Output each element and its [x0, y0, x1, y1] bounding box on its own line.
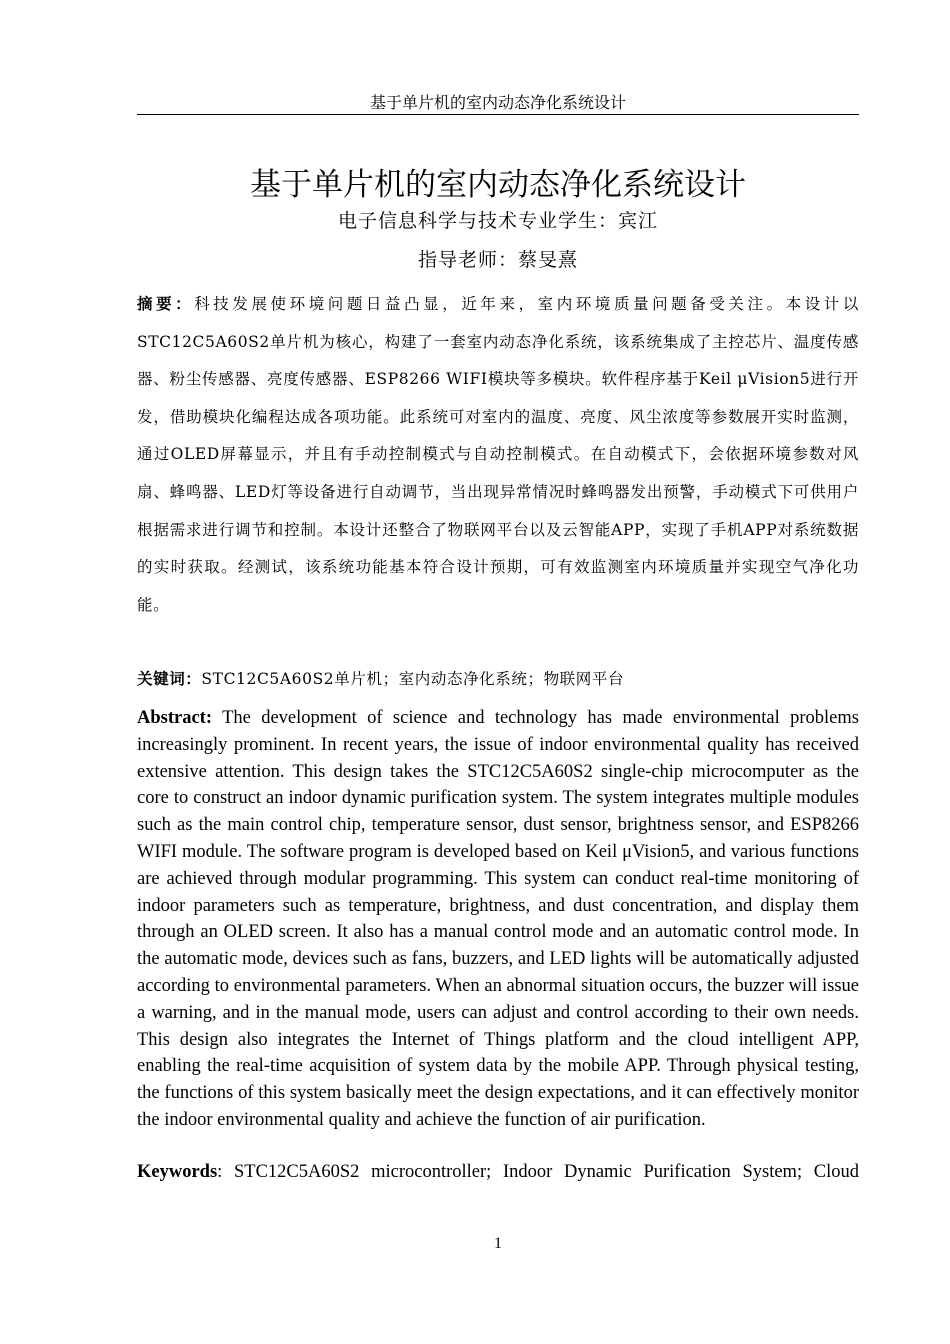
- abstract-english-label: Abstract:: [137, 708, 213, 728]
- running-header: 基于单片机的室内动态净化系统设计: [369, 93, 626, 112]
- keywords-chinese-label: 关键词：: [137, 669, 202, 688]
- abstract-chinese: [137, 285, 859, 624]
- keywords-chinese: [137, 666, 859, 692]
- abstract-english-text: The development of science and technology has made environmental problems increasingly prominent. In recent years, the issue of indoor environmental quality has received extensive attention. This design takes the STC12C5A60S2 single-chip microcomputer as the core to construct an indoor dynamic purification system. The system integrates multiple modules such as the main control chip, temperature sensor, dust sensor, brightness sensor, and ESP8266 WIFI module. The software program is developed based on Keil μVision5, and various functions are achieved through modular programming. This system can conduct real-time monitoring of indoor parameters such as temperature, brightness, and dust concentration, and display them through an OLED screen. It also has a manual control mode and an automatic control mode. In the automatic mode, devices such as fans, buzzers, and LED lights will be automatically adjusted according to environmental parameters. When an abnormal situation occurs, the buzzer will issue a warning, and in the manual mode, users can adjust and control according to their own needs. This design also integrates the Internet of Things platform and the cloud intelligent APP, enabling the real-time acquisition of system data by the mobile APP. Through physical testing, the functions of this system basically meet the design expectations, and it can effectively monitor the indoor environmental quality and achieve the function of air purification.: [137, 708, 859, 1130]
- advisor-line: 指导老师：蔡旻熹: [417, 249, 578, 271]
- author-line: 电子信息科学与技术专业学生：宾江: [337, 210, 658, 232]
- keywords-english-label: Keywords: [137, 1162, 218, 1182]
- page-number: 1: [494, 1235, 502, 1252]
- header-rule: [137, 114, 859, 115]
- abstract-english: [137, 705, 859, 1134]
- abstract-chinese-label: 摘要：: [137, 294, 195, 313]
- keywords-chinese-text: STC12C5A60S2单片机；室内动态净化系统；物联网平台: [201, 670, 625, 688]
- paper-title: 基于单片机的室内动态净化系统设计: [250, 166, 746, 203]
- abstract-chinese-text: 科技发展使环境问题日益凸显，近年来，室内环境质量问题备受关注。本设计以STC12C5A60S2单片机为核心，构建了一套室内动态净化系统，该系统集成了主控芯片、温度传感器、粉尘传感器、亮度传感器、ESP8266 WIFI模块等多模块。软件程序基于Keil μVision5进行开发，借助模块化编程达成各项功能。此系统可对室内的温度、亮度、风尘浓度等参数展开实时监测，通过OLED屏幕显示，并且有手动控制模式与自动控制模式。在自动模式下，会依据环境参数对风扇、蜂鸣器、LED灯等设备进行自动调节，当出现异常情况时蜂鸣器发出预警，手动模式下可供用户根据需求进行调节和控制。本设计还整合了物联网平台以及云智能APP，实现了手机APP对系统数据的实时获取。经测试，该系统功能基本符合设计预期，可有效监测室内环境质量并实现空气净化功能。: [137, 295, 859, 614]
- keywords-english-text: : STC12C5A60S2 microcontroller; Indoor Dynamic Purification System; Cloud: [217, 1162, 859, 1182]
- keywords-english: [137, 1159, 859, 1186]
